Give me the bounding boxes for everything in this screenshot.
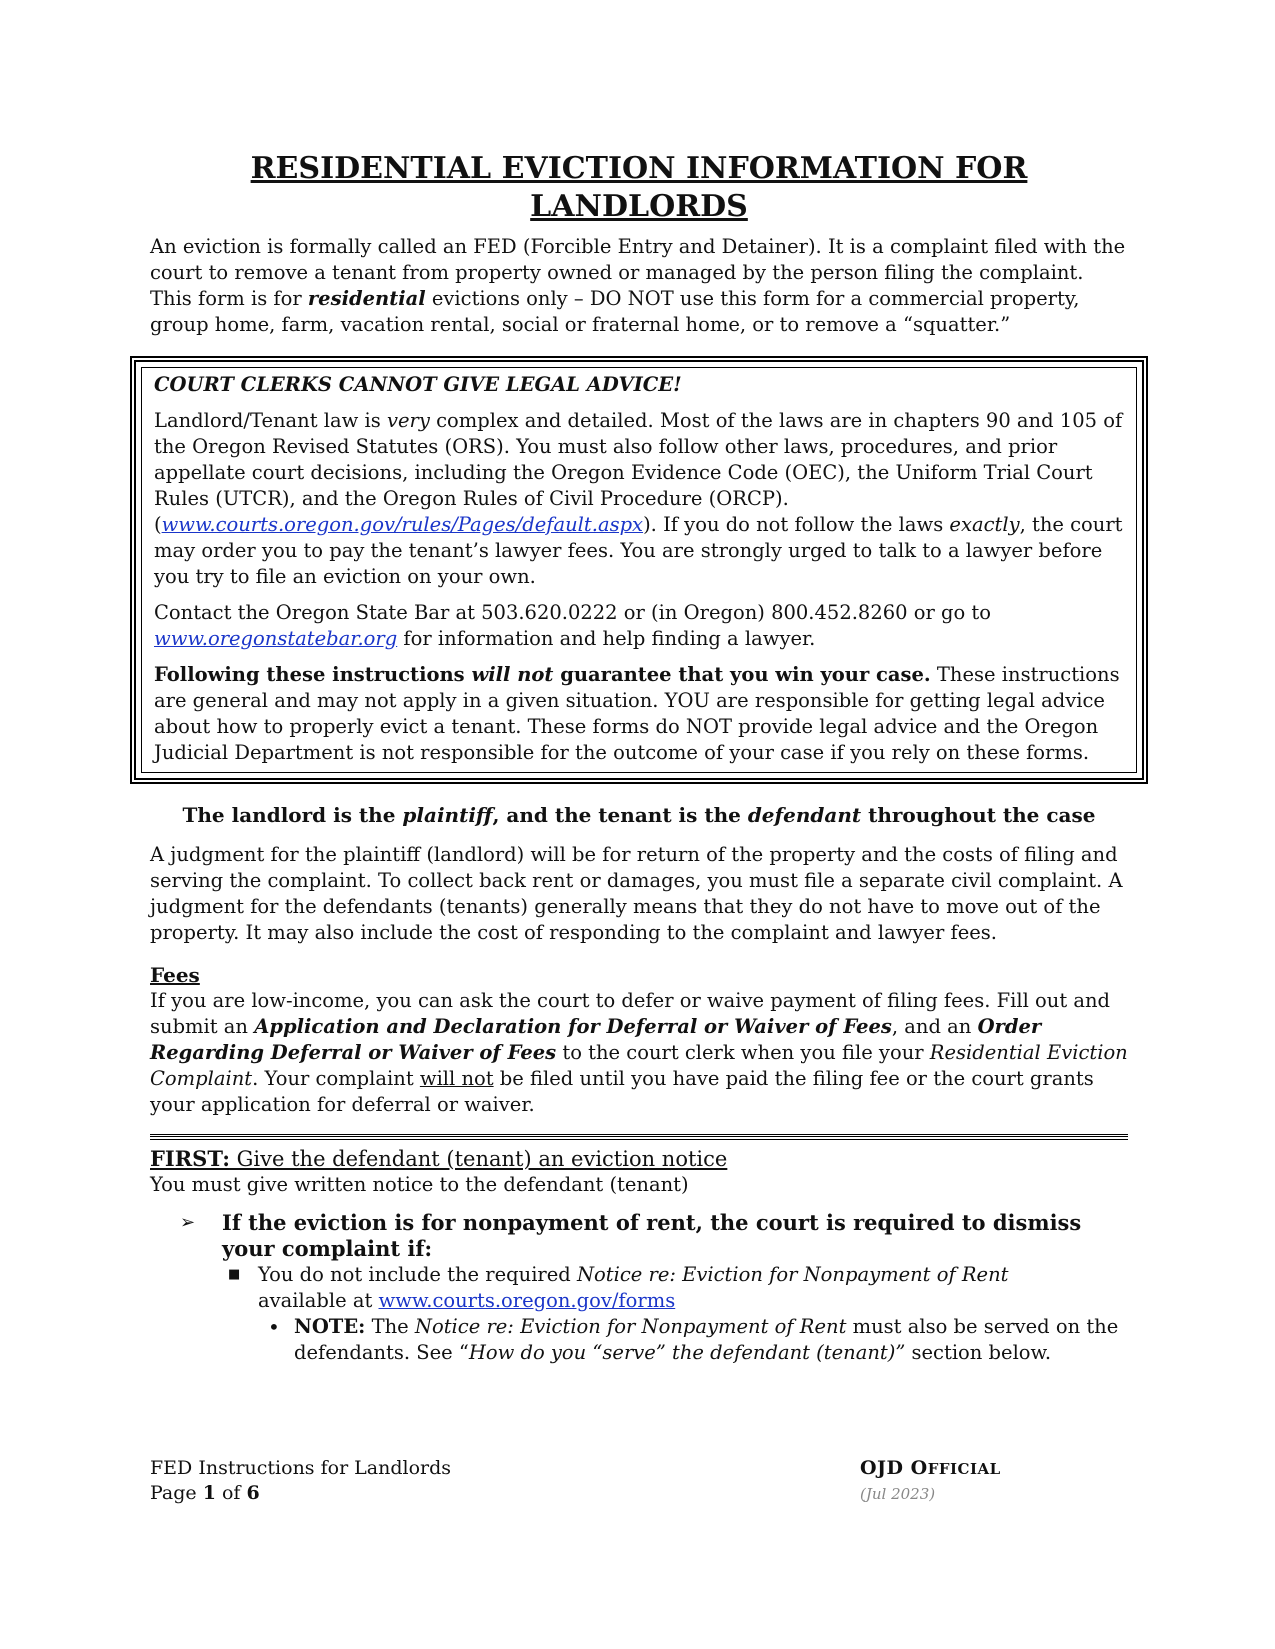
intro-text-end: evictions only – DO NOT use this form for a commercial property, group home, farm, vacation rental, social or fraternal home, or to remove a “squatter.” xyxy=(150,287,1080,336)
form-name: Notice re: Eviction for Nonpayment of Rent xyxy=(414,1315,847,1338)
text: If you are low-income, you can ask the court to defer or waive payment of filing fees. Fill out and submit an xyxy=(150,989,1111,1038)
form-name: Residential Eviction Complaint xyxy=(150,1041,1128,1090)
emphasis: will not xyxy=(471,663,554,686)
legal-advice-box xyxy=(130,356,1148,784)
fees-section xyxy=(150,962,1128,1118)
first-section xyxy=(150,1146,1128,1366)
text: , the court may order you to pay the tenant’s lawyer fees. You are strongly urged to talk to a lawyer before you try to file an eviction on your own. xyxy=(154,513,1123,588)
page-number xyxy=(150,1481,451,1506)
box-paragraph-3 xyxy=(154,662,1124,766)
arrow-bullet-icon: ➢ xyxy=(180,1212,196,1233)
rules-link[interactable]: www.courts.oregon.gov/rules/Pages/default.aspx xyxy=(161,513,644,536)
total-pages: 6 xyxy=(246,1482,260,1504)
first-subheading: You must give written notice to the defendant (tenant) xyxy=(150,1173,689,1196)
emphasis: How do you “serve” the defendant (tenant)” xyxy=(468,1341,906,1364)
text: Page xyxy=(150,1482,203,1504)
text: be filed until you have paid the filing fee or the court grants your application for deferral or waiver. xyxy=(150,1067,1094,1116)
first-heading xyxy=(150,1146,1128,1172)
parties-heading xyxy=(150,802,1128,828)
section-divider xyxy=(150,1134,1128,1140)
emphasis: defendant xyxy=(747,803,862,827)
footer-doc-title: FED Instructions for Landlords xyxy=(150,1457,452,1479)
title-line-2: LANDLORDS xyxy=(530,189,748,224)
text: . Your complaint xyxy=(252,1067,420,1090)
text: must also be served on the defendants. See “ xyxy=(294,1315,1119,1364)
text: for information and help finding a lawyer. xyxy=(397,627,816,650)
text: to the court clerk when you file your xyxy=(556,1041,930,1064)
label: FIRST: xyxy=(150,1146,230,1171)
oregon-state-bar-link[interactable]: www.oregonstatebar.org xyxy=(154,627,398,650)
text: Landlord/Tenant law is xyxy=(154,409,387,432)
text: available at xyxy=(258,1289,379,1312)
text: ). If you do not follow the laws xyxy=(643,513,950,536)
revision-date: (Jul 2023) xyxy=(860,1485,936,1503)
intro-text: An eviction is formally called an FED (Forcible Entry and Detainer). It is a complaint filed with the court to remove a tenant from property owned or managed by the person filing the complaint. This form is for xyxy=(150,235,1126,310)
list-item xyxy=(258,1314,1128,1366)
judgment-paragraph: A judgment for the plaintiff (landlord) will be for return of the property and the costs of filing and serving the complaint. To collect back rent or damages, you must file a separate civil complaint. A judgment for the defendants (tenants) generally means that they do not have to move out of the property. It may also include the cost of responding to the complaint and lawyer fees. xyxy=(150,843,1123,944)
text: , and the tenant is the xyxy=(492,803,748,827)
text: OJD O xyxy=(860,1457,928,1479)
text: section below. xyxy=(905,1341,1052,1364)
dot-bullet-icon: • xyxy=(268,1315,280,1339)
footer-right xyxy=(860,1456,1001,1507)
form-name: Order Regarding Deferral or Waiver of Fees xyxy=(150,1015,1042,1064)
text: The xyxy=(365,1315,415,1338)
text: of xyxy=(215,1482,247,1504)
text: You do not include the required xyxy=(258,1263,577,1286)
fees-heading: Fees xyxy=(150,963,200,987)
text: Following these instructions xyxy=(154,663,472,686)
box-paragraph-2 xyxy=(154,600,1124,652)
intro-paragraph xyxy=(150,234,1128,338)
emphasis: very xyxy=(386,409,430,432)
fees-paragraph xyxy=(150,988,1128,1118)
emphasis: will not xyxy=(419,1067,494,1090)
form-name: Notice re: Eviction for Nonpayment of Rent xyxy=(576,1263,1009,1286)
text: FFICIAL xyxy=(927,1460,1001,1478)
label: NOTE: xyxy=(294,1315,366,1338)
text: The landlord is the xyxy=(182,803,403,827)
title-line-1: RESIDENTIAL EVICTION INFORMATION FOR xyxy=(250,151,1028,186)
ojd-official-mark xyxy=(860,1456,1001,1482)
page-title xyxy=(150,150,1128,226)
forms-link[interactable]: www.courts.oregon.gov/forms xyxy=(378,1289,676,1312)
page-content xyxy=(150,150,1128,1366)
footer-left xyxy=(150,1456,451,1506)
form-name: Application and Declaration for Deferral or Waiver of Fees xyxy=(254,1015,892,1038)
text: , and an xyxy=(891,1015,978,1038)
emphasis: plaintiff xyxy=(402,803,493,827)
text: Contact the Oregon State Bar at 503.620.0222 or (in Oregon) 800.452.8260 or go to xyxy=(154,601,992,624)
text: throughout the case xyxy=(861,803,1096,827)
text: Give the defendant (tenant) an eviction notice xyxy=(229,1147,728,1171)
list-item xyxy=(150,1210,1128,1366)
bullet-text: If the eviction is for nonpayment of rent, the court is required to dismiss your complaint if: xyxy=(222,1210,1082,1261)
text: These instructions are general and may not apply in a given situation. YOU are responsible for getting legal advice about how to properly evict a tenant. These forms do NOT provide legal advice and the Oregon Judicial Department is not responsible for the outcome of your case if you rely on these forms. xyxy=(154,663,1120,764)
emphasis: exactly xyxy=(949,513,1020,536)
bullet-text xyxy=(258,1262,1128,1314)
current-page: 1 xyxy=(202,1482,216,1504)
text: complex and detailed. Most of the laws are in chapters 90 and 105 of the Oregon Revised Statutes (ORS). You must also follow other laws, procedures, and prior appellate court decisions, including the Oregon Evidence Code (OEC), the Uniform Trial Court Rules (UTCR), and the Oregon Rules of Civil Procedure (ORCP). ( xyxy=(154,409,1123,536)
box-heading: COURT CLERKS CANNOT GIVE LEGAL ADVICE! xyxy=(154,373,682,396)
note-text xyxy=(294,1314,1128,1366)
square-bullet-icon: ■ xyxy=(228,1267,241,1282)
list-item xyxy=(222,1262,1128,1366)
box-paragraph-1 xyxy=(154,408,1124,590)
text: guarantee that you win your case. xyxy=(553,663,931,686)
intro-emphasis: residential xyxy=(307,287,426,310)
